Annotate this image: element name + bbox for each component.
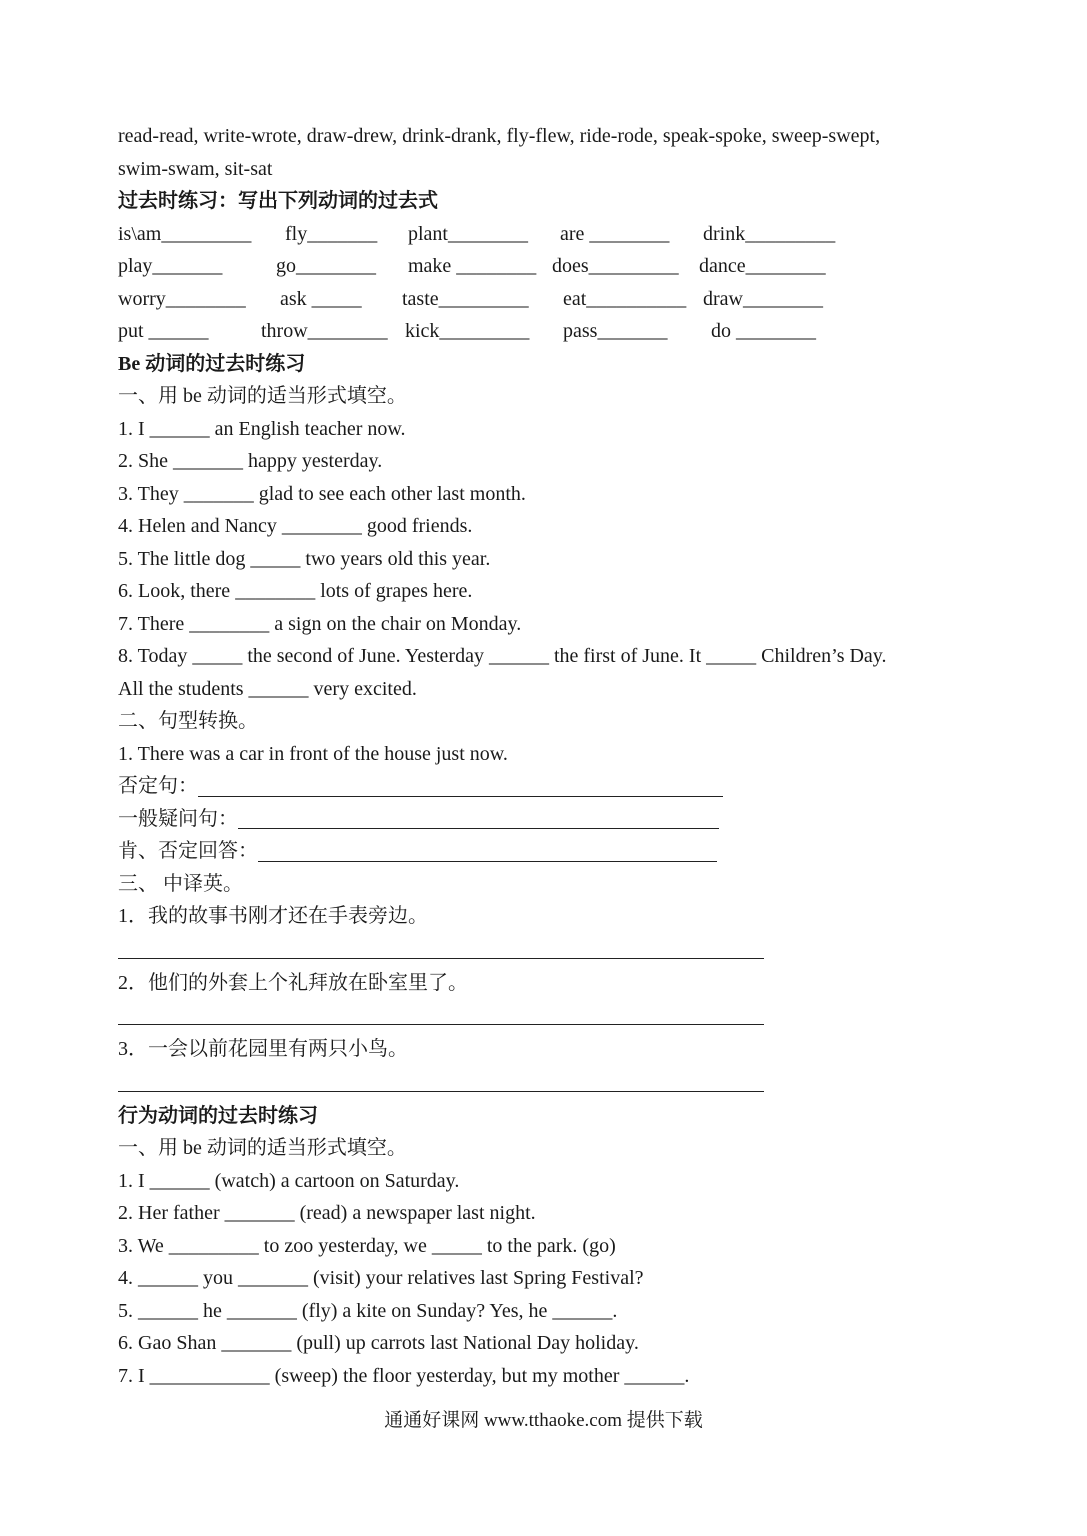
verb-cell: kick_________	[405, 320, 530, 342]
be-item: 2. She _______ happy yesterday.	[118, 450, 383, 472]
answer-line[interactable]	[238, 806, 719, 829]
translation-answer-line[interactable]	[118, 999, 978, 1033]
verb-grid-row	[118, 250, 978, 283]
worksheet-page	[118, 120, 978, 1392]
be-item: 3. They _______ glad to see each other last month.	[118, 482, 526, 505]
yes-no-label: 肯、否定回答：	[118, 840, 258, 862]
action-item: 6. Gao Shan _______ (pull) up carrots last National Day holiday.	[118, 1332, 639, 1354]
verb-cell: do ________	[711, 320, 816, 342]
translation-item: 3．一会以前花园里有两只小鸟。	[118, 1038, 408, 1060]
verb-cell: does_________	[552, 255, 679, 277]
verb-cell: go________	[276, 255, 376, 277]
verb-cell: play_______	[118, 255, 223, 277]
verb-cell: worry________	[118, 287, 246, 310]
be-item: 4. Helen and Nancy ________ good friends.	[118, 515, 473, 537]
be-part3-title: 三、 中译英。	[118, 872, 243, 895]
verb-cell: eat__________	[563, 287, 687, 310]
verb-cell: put ______	[118, 320, 209, 342]
verb-cell: draw________	[703, 287, 823, 310]
verb-grid-row	[118, 218, 978, 251]
verb-cell: drink_________	[703, 222, 836, 245]
verb-cell: make ________	[408, 255, 537, 277]
answer-line[interactable]	[258, 839, 717, 862]
be-item: 7. There ________ a sign on the chair on Monday.	[118, 612, 522, 635]
action-section-title: 行为动词的过去时练习	[118, 1104, 318, 1127]
page-footer: 通通好课网 www.tthaoke.com 提供下载	[384, 1410, 703, 1431]
answer-line[interactable]	[198, 774, 723, 797]
verb-cell: plant________	[408, 222, 528, 245]
verb-cell: ask _____	[280, 287, 362, 310]
be-part2-sentence: 1. There was a car in front of the house just now.	[118, 742, 508, 765]
be-part1-title: 一、用 be 动词的适当形式填空。	[118, 385, 407, 407]
action-item: 7. I ____________ (sweep) the floor yesterday, but my mother ______.	[118, 1364, 690, 1387]
be-item: 8. Today _____ the second of June. Yesterday ______ the first of June. It _____ Children’s Day.	[118, 645, 887, 667]
verb-grid-row	[118, 283, 978, 316]
action-item: 4. ______ you _______ (visit) your relatives last Spring Festival?	[118, 1267, 644, 1289]
intro-line-2: swim-swam, sit-sat	[118, 157, 273, 180]
verb-cell: is\am_________	[118, 222, 252, 245]
action-part1-title: 一、用 be 动词的适当形式填空。	[118, 1137, 407, 1159]
verb-cell: dance________	[699, 255, 826, 277]
negative-answer-row	[118, 770, 978, 803]
yes-no-answer-row	[118, 835, 978, 868]
verb-cell: are ________	[560, 222, 670, 245]
translation-answer-line[interactable]	[118, 933, 978, 967]
verb-cell: fly_______	[285, 222, 378, 245]
verb-cell: taste_________	[402, 287, 529, 310]
be-item: 6. Look, there ________ lots of grapes here.	[118, 580, 473, 602]
translation-item: 2．他们的外套上个礼拜放在卧室里了。	[118, 971, 468, 994]
be-section-title: Be 动词的过去时练习	[118, 352, 306, 375]
action-item: 3. We _________ to zoo yesterday, we _____ to the park. (go)	[118, 1234, 616, 1257]
verb-cell: throw________	[261, 320, 388, 342]
translation-answer-line[interactable]	[118, 1066, 978, 1100]
be-item: All the students ______ very excited.	[118, 677, 417, 700]
past-tense-title: 过去时练习：写出下列动词的过去式	[118, 190, 438, 212]
question-answer-row	[118, 803, 978, 836]
verb-grid-row	[118, 315, 978, 348]
question-label: 一般疑问句：	[118, 807, 238, 830]
be-item: 5. The little dog _____ two years old this year.	[118, 547, 491, 570]
translation-item: 1．我的故事书刚才还在手表旁边。	[118, 905, 428, 927]
verb-cell: pass_______	[563, 320, 668, 342]
verb-grid	[118, 218, 978, 348]
intro-line-1: read-read, write-wrote, draw-drew, drink-drank, fly-flew, ride-rode, speak-spoke, sweep-swept,	[118, 125, 881, 147]
action-item: 5. ______ he _______ (fly) a kite on Sunday? Yes, he ______.	[118, 1299, 618, 1322]
be-item: 1. I ______ an English teacher now.	[118, 417, 406, 440]
be-part2-title: 二、句型转换。	[118, 710, 258, 732]
action-item: 1. I ______ (watch) a cartoon on Saturday.	[118, 1169, 460, 1192]
negative-label: 否定句：	[118, 775, 198, 797]
action-item: 2. Her father _______ (read) a newspaper last night.	[118, 1202, 536, 1224]
